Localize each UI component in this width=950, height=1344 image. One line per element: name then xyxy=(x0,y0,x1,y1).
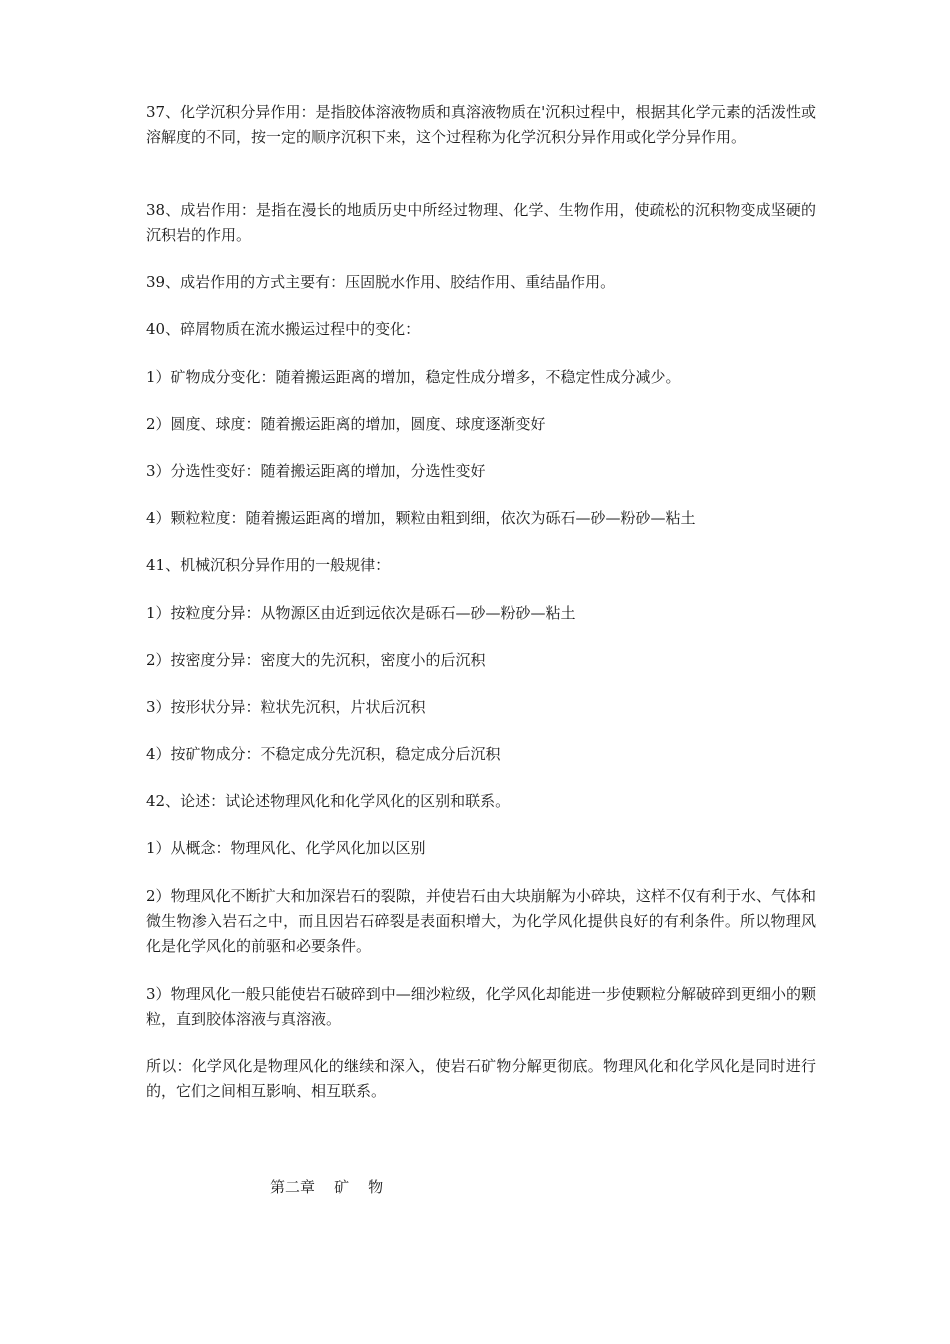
paragraph-41: 41、机械沉积分异作用的一般规律： xyxy=(146,556,391,574)
paragraph-42-item-2: 2）物理风化不断扩大和加深岩石的裂隙，并使岩石由大块崩解为小碎块，这样不仅有利于水、气体和微生物渗入岩石之中，而且因岩石碎裂是表面积增大，为化学风化提供良好的有利条件。所以物理风化是化学风化的前驱和必要条件。 xyxy=(146,887,816,955)
paragraph-42: 42、论述：试论述物理风化和化学风化的区别和联系。 xyxy=(146,792,511,810)
paragraph-conclusion: 所以：化学风化是物理风化的继续和深入，使岩石矿物分解更彻底。物理风化和化学风化是同时进行的，它们之间相互影响、相互联系。 xyxy=(146,1057,816,1100)
paragraph-41-item-3: 3）按形状分异：粒状先沉积，片状后沉积 xyxy=(146,698,426,716)
paragraph-39: 39、成岩作用的方式主要有：压固脱水作用、胶结作用、重结晶作用。 xyxy=(146,273,616,291)
paragraph-42-item-1: 1）从概念：物理风化、化学风化加以区别 xyxy=(146,839,426,857)
paragraph-41-item-4: 4）按矿物成分：不稳定成分先沉积，稳定成分后沉积 xyxy=(146,745,501,763)
chapter-heading: 第二章 矿 物 xyxy=(270,1178,384,1196)
paragraph-40-item-3: 3）分选性变好：随着搬运距离的增加，分选性变好 xyxy=(146,462,486,480)
paragraph-40-item-1: 1）矿物成分变化：随着搬运距离的增加，稳定性成分增多，不稳定性成分减少。 xyxy=(146,368,681,386)
paragraph-37: 37、化学沉积分异作用：是指胶体溶液物质和真溶液物质在'沉积过程中，根据其化学元素的活泼性或溶解度的不同，按一定的顺序沉积下来，这个过程称为化学沉积分异作用或化学分异作用。 xyxy=(146,103,816,146)
paragraph-40: 40、碎屑物质在流水搬运过程中的变化： xyxy=(146,320,421,338)
paragraph-41-item-1: 1）按粒度分异：从物源区由近到远依次是砾石—砂—粉砂—粘土 xyxy=(146,604,576,622)
paragraph-40-item-4: 4）颗粒粒度：随着搬运距离的增加，颗粒由粗到细，依次为砾石—砂—粉砂—粘土 xyxy=(146,509,696,527)
paragraph-42-item-3: 3）物理风化一般只能使岩石破碎到中—细沙粒级，化学风化却能进一步使颗粒分解破碎到更细小的颗粒，直到胶体溶液与真溶液。 xyxy=(146,985,816,1028)
paragraph-41-item-2: 2）按密度分异：密度大的先沉积，密度小的后沉积 xyxy=(146,651,486,669)
paragraph-40-item-2: 2）圆度、球度：随着搬运距离的增加，圆度、球度逐渐变好 xyxy=(146,415,546,433)
paragraph-38: 38、成岩作用：是指在漫长的地质历史中所经过物理、化学、生物作用，使疏松的沉积物变成坚硬的沉积岩的作用。 xyxy=(146,201,816,244)
